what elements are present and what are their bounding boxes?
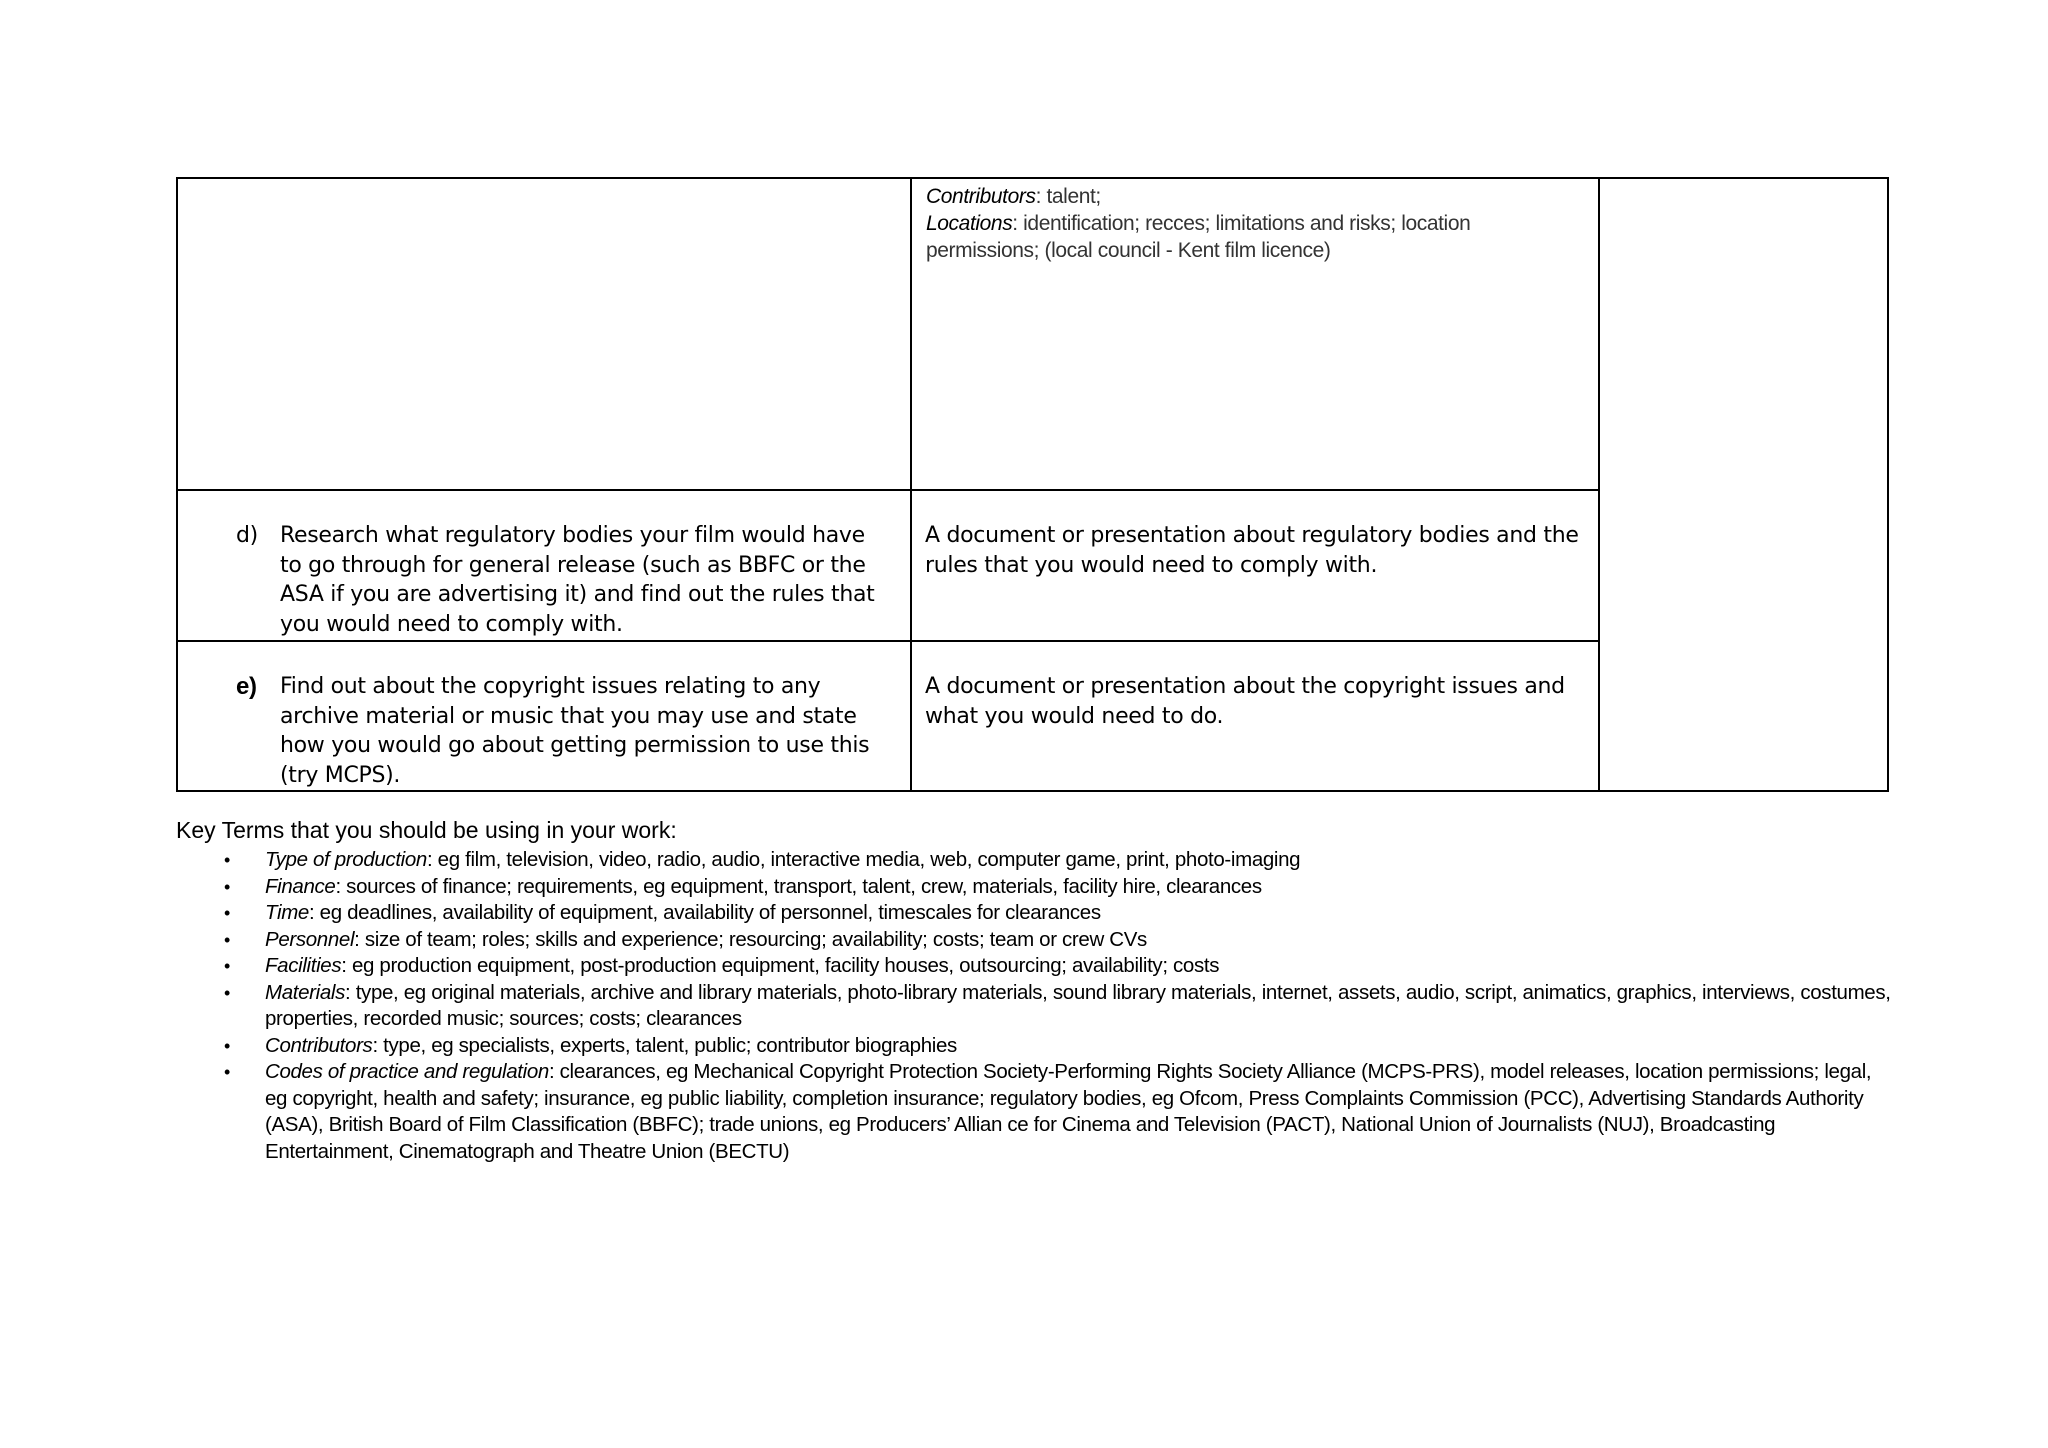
task-letter-d: d)	[236, 523, 258, 548]
outcome-cell-e	[911, 641, 1599, 791]
key-term-text: : eg production equipment, post-production equipment, facility houses, outsourcing; availability; costs	[341, 954, 1220, 977]
bullet-icon: •	[224, 956, 230, 976]
contributors-line	[926, 183, 1584, 210]
task-cell-d	[177, 490, 911, 641]
task-text-d: Research what regulatory bodies your film would have to go through for general release (such as BBFC or the ASA if you are advertising it) and find out the rules that you would need to comply with.	[280, 523, 875, 637]
key-term: Facilities	[265, 954, 342, 977]
right-column-cell	[1599, 178, 1888, 791]
key-term: Personnel	[265, 927, 355, 951]
bullet-icon: •	[224, 876, 230, 897]
bullet-icon: •	[224, 982, 230, 1003]
outcome-cell-d	[911, 490, 1599, 641]
contributors-term: Contributors	[926, 185, 1036, 208]
list-item	[176, 953, 1896, 980]
key-term-text: : type, eg specialists, experts, talent, public; contributor biographies	[372, 1033, 957, 1057]
key-terms-list	[176, 847, 1896, 1165]
key-term: Codes of practice and regulation	[265, 1060, 549, 1083]
evidence-notes	[912, 179, 1598, 268]
key-term-text: : sources of finance; requirements, eg equipment, transport, talent, crew, materials, facility hire, clearances	[335, 874, 1262, 898]
key-term-text: : type, eg original materials, archive and library materials, photo-library materials, sound library materials, internet, assets, audio, script, animatics, graphics, interviews, costumes, properties, recorded music; sources; costs; clearances	[265, 980, 1891, 1030]
bullet-icon: •	[224, 1035, 230, 1056]
list-item	[176, 980, 1896, 1033]
outcome-text-d: A document or presentation about regulatory bodies and the rules that you would need to comply with.	[925, 523, 1579, 578]
table-row-top	[177, 178, 1888, 490]
locations-line	[926, 210, 1584, 264]
task-text-e: Find out about the copyright issues relating to any archive material or music that you may use and state how you would go about getting permission to use this (try MCPS).	[280, 674, 870, 788]
key-terms-section	[176, 816, 1896, 1165]
list-item	[176, 1059, 1896, 1165]
key-term: Materials	[265, 980, 346, 1004]
locations-text: : identification; recces; limitations and risks; location permissions; (local council - Kent film licence)	[926, 212, 1471, 262]
task-letter-e: e)	[236, 673, 257, 700]
bullet-icon: •	[224, 850, 230, 870]
outcome-text-e: A document or presentation about the copyright issues and what you would need to do.	[925, 674, 1565, 729]
list-item	[176, 927, 1896, 954]
bullet-icon: •	[224, 929, 230, 950]
key-term-text: : eg film, television, video, radio, audio, interactive media, web, computer game, print, photo-imaging	[426, 848, 1301, 871]
task-cell-empty	[177, 178, 911, 490]
key-term: Time	[265, 901, 309, 924]
contributors-text: : talent;	[1035, 185, 1101, 208]
key-terms-heading: Key Terms that you should be using in your work:	[176, 817, 677, 843]
locations-term: Locations	[926, 212, 1013, 235]
key-term-text: : size of team; roles; skills and experience; resourcing; availability; costs; team or crew CVs	[354, 927, 1147, 951]
list-item	[176, 1033, 1896, 1060]
list-item	[176, 847, 1896, 874]
evidence-cell-top	[911, 178, 1599, 490]
list-item	[176, 874, 1896, 901]
bullet-icon: •	[224, 903, 230, 923]
list-item	[176, 900, 1896, 927]
key-term: Contributors	[265, 1033, 373, 1057]
key-term: Type of production	[265, 848, 427, 871]
task-table	[176, 177, 1889, 792]
key-term-text: : eg deadlines, availability of equipment, availability of personnel, timescales for clearances	[308, 901, 1101, 924]
bullet-icon: •	[224, 1062, 230, 1082]
key-term-text: : clearances, eg Mechanical Copyright Protection Society-Performing Rights Society Alliance (MCPS-PRS), model releases, location permissions; legal, eg copyright, health and safety; insurance, eg public liability, completion insurance; regulatory bodies, eg Ofcom, Press Complaints Commission (PCC), Advertising Standards Authority (ASA), British Board of Film Classification (BBFC); trade unions, eg Producers’ Allian ce for Cinema and Television (PACT), National Union of Journalists (NUJ), Broadcasting Entertainment, Cinematograph and Theatre Union (BECTU)	[265, 1060, 1872, 1163]
task-cell-e	[177, 641, 911, 791]
key-term: Finance	[265, 874, 336, 898]
